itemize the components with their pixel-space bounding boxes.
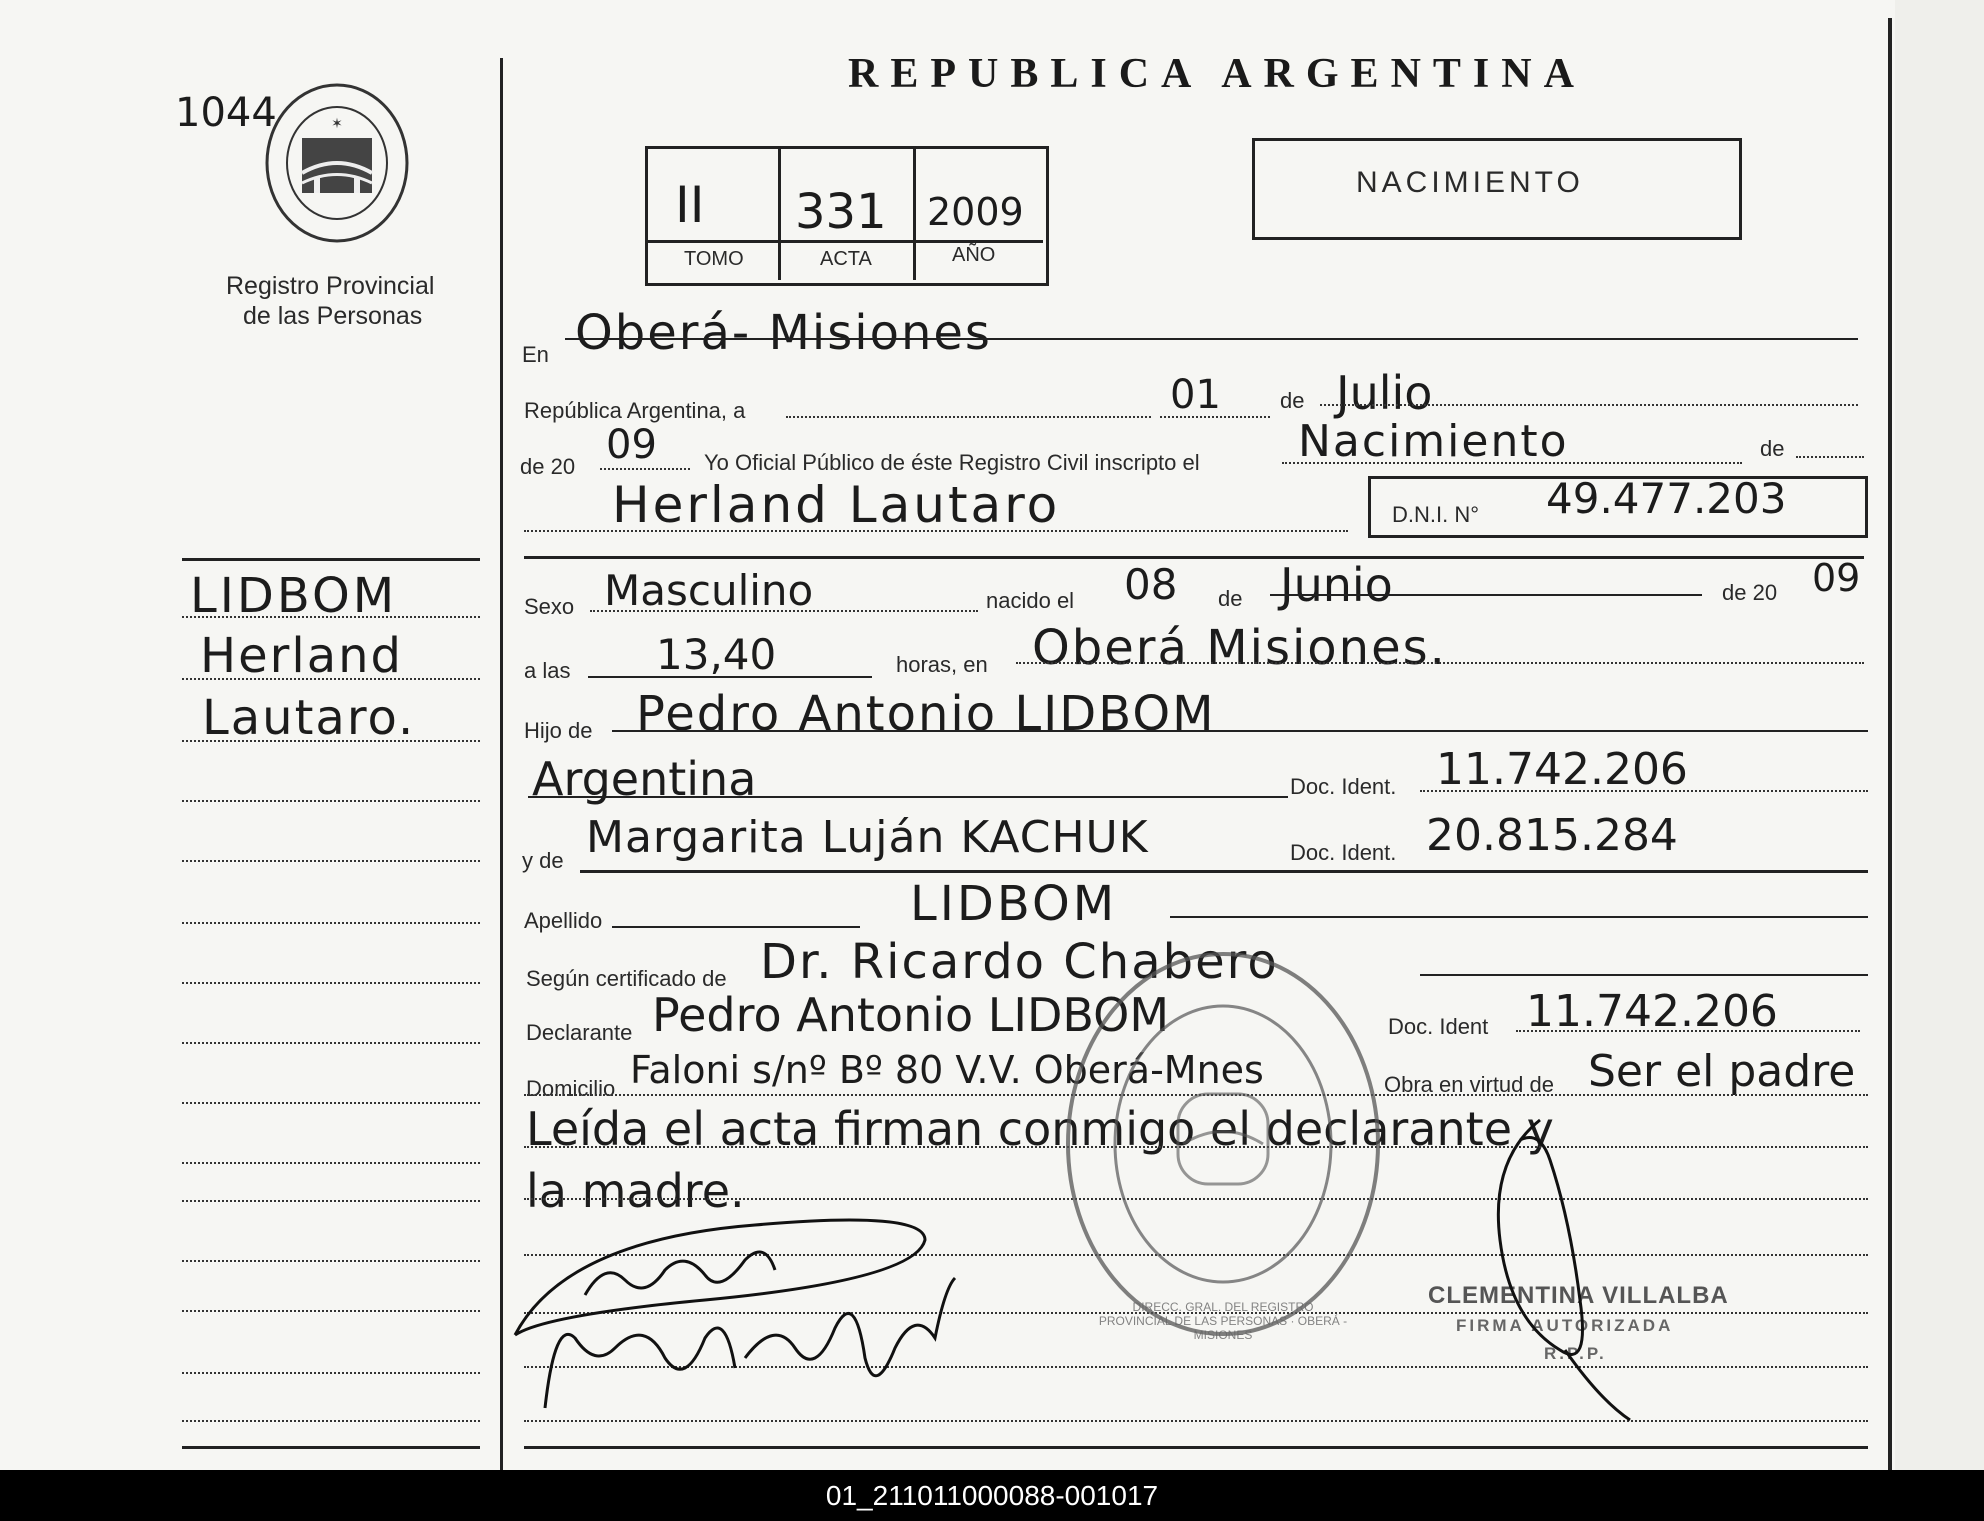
margin-second-name: Lautaro. [202,690,416,746]
left-divider-line [500,58,503,1470]
birth-year-prefix: de 20 [1722,580,1778,605]
registry-name-line2: de las Personas [243,302,423,330]
domicilio-label: Domicilio [526,1076,616,1101]
apellido-label: Apellido [524,908,603,933]
obra-label: Obra en virtud de [1384,1072,1554,1097]
oficial-label: Yo Oficial Público de éste Registro Civil inscripto el [704,450,1200,475]
official-stamp-name: CLEMENTINA VILLALBA [1428,1282,1729,1309]
year-prefix: de 20 [520,454,576,479]
declarante-doc: 11.742.206 [1526,986,1778,1037]
official-signature [1480,1100,1650,1430]
folio-number: 1044 [175,90,277,136]
de-label-2: de [1760,436,1785,461]
mother-name: Margarita Luján KACHUK [586,812,1149,863]
type-label: NACIMIENTO [1356,166,1584,199]
father-doc: 11.742.206 [1436,744,1688,795]
margin-top-rule [182,558,480,561]
anio-label: AÑO [952,244,996,266]
month-value: Julio [1336,366,1433,420]
en-value: Oberá- Misiones [575,305,992,361]
event-value: Nacimiento [1298,416,1569,467]
tomo-value: II [675,176,705,234]
right-border-line [1888,18,1892,1470]
registry-round-seal [1058,944,1388,1344]
mother-signature [535,1258,995,1418]
margin-bottom-rule [182,1446,480,1449]
birth-day: 08 [1124,560,1178,609]
name-value: Herland Lautaro [612,476,1061,534]
sexo-value: Masculino [604,566,814,615]
dni-label: D.N.I. N° [1392,502,1480,527]
acta-value: 331 [795,184,887,240]
document-footer-code: 01_211011000088-001017 [0,1470,1984,1521]
birth-year: 09 [1812,556,1861,600]
hour-value: 13,40 [656,630,777,679]
closing-line-1: Leída el acta firman conmigo el declarante y [526,1102,1554,1156]
tomo-label: TOMO [684,248,744,270]
declarante-value: Pedro Antonio LIDBOM [652,988,1170,1042]
closing-line-2: la madre. [526,1164,745,1218]
declarante-label: Declarante [526,1020,633,1045]
margin-first-name: Herland [200,628,403,684]
acta-label: ACTA [820,248,872,270]
year-value: 09 [606,422,657,468]
official-stamp-code: R.P.P. [1544,1344,1607,1363]
doc-label-declarante: Doc. Ident [1388,1014,1489,1039]
anio-value: 2009 [927,190,1024,234]
segun-value: Dr. Ricardo Chabero [760,934,1279,990]
dni-value: 49.477.203 [1546,474,1787,523]
apellido-value: LIDBOM [910,876,1118,932]
country-heading: REPUBLICA ARGENTINA [848,51,1586,97]
de-label-1: de [1280,388,1305,413]
svg-text:✶: ✶ [331,116,343,132]
mother-doc: 20.815.284 [1426,810,1678,861]
segun-label: Según certificado de [526,966,727,991]
provincial-seal [262,78,412,248]
round-seal-legend: DIRECC. GRAL. DEL REGISTRO PROVINCIAL DE LAS PERSONAS · OBERÁ - MISIONES [1098,1300,1348,1342]
father-name: Pedro Antonio LIDBOM [636,686,1216,742]
obra-value: Ser el padre [1588,1046,1856,1097]
hijo-label: Hijo de [524,718,593,743]
birth-month: Junio [1280,558,1393,612]
doc-label-mother: Doc. Ident. [1290,840,1397,865]
sexo-label: Sexo [524,594,575,619]
father-nationality: Argentina [532,752,757,806]
republica-label: República Argentina, a [524,398,746,423]
official-stamp-role: FIRMA AUTORIZADA [1456,1316,1674,1335]
alas-label: a las [524,658,571,683]
margin-surname: LIDBOM [190,568,398,624]
doc-label-father: Doc. Ident. [1290,774,1397,799]
horas-label: horas, en [896,652,988,677]
registry-name-line1: Registro Provincial [226,272,435,300]
de-label-3: de [1218,586,1243,611]
nacido-label: nacido el [986,588,1075,613]
day-value: 01 [1170,372,1221,418]
domicilio-value: Faloni s/nº Bº 80 V.V. Oberá-Mnes [630,1048,1264,1092]
birth-place: Oberá Misiones. [1032,620,1447,676]
yde-label: y de [522,848,564,873]
en-label: En [522,342,549,367]
